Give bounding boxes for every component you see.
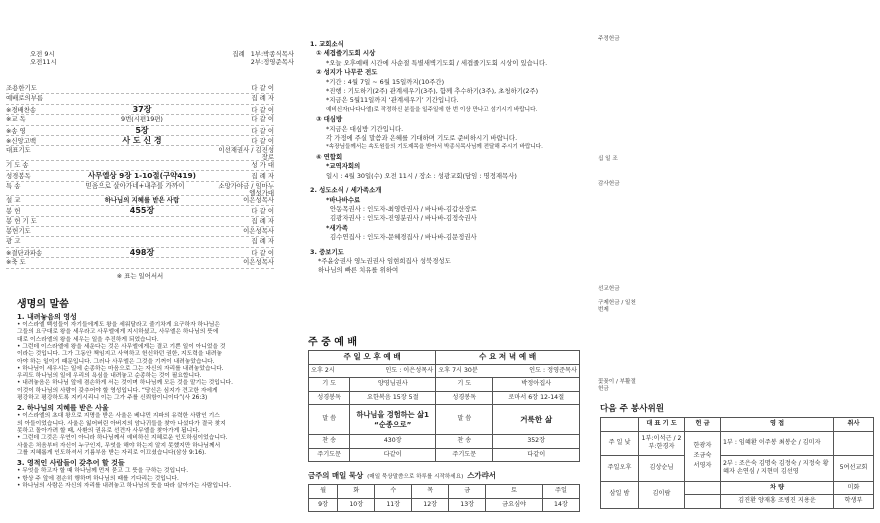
member-news-title: 2. 성도소식 / 세가족소개 xyxy=(310,186,382,195)
order-row: 설 교 하나님의 지혜를 받은 사람 이은성목사 xyxy=(6,196,274,206)
evening-heading: 수 요 저 녁 예 배 xyxy=(436,351,580,365)
announcements-column xyxy=(302,0,592,523)
daily-meditation-table: 월 화 수 목 금 토 주일 9장 10장 11장 12장 13장 금요심야 14장 xyxy=(308,484,580,512)
order-row: 봉 헌 455장 다 같 이 xyxy=(6,206,274,216)
presider-label: 집례 xyxy=(232,50,245,58)
table-row: 삼일 밤 김이람 차 량 미화 xyxy=(601,481,874,495)
weekday-worship-title: 주 중 예 배 xyxy=(308,337,358,348)
order-row: ※송 영 5장 다 같 이 xyxy=(6,125,274,135)
order-row: 대표기도 이선재권사 / 김진성장로 xyxy=(6,146,274,162)
order-row: ※교 독 9번(시편19편) 다 같 이 xyxy=(6,115,274,125)
weekday-worship-table: 주 일 오 후 예 배 수 요 저 녁 예 배 오후 2시 인도 : 이은성목사 오후 7시 30분 인도 : 정영준목사 기 도 양영님권사 기 도 박정아집사 성경봉독 요한복음 15장 5절 성경봉독 로마서 6장 12-14절 말 씀 하나님을 경험하는 삶1 “순종으로” 말 씀 거룩한 삶 찬 송 430장 찬 송 352장 주기도문 다같이 주기도문 다같이 xyxy=(308,350,580,462)
prayer-line: 하나님의 빠른 치유를 위하여 xyxy=(318,266,399,275)
next-week-volunteers-title: 다음 주 봉사위원 xyxy=(600,404,665,414)
offering-labels: 주정헌금 십 일 조 감사헌금 선교헌금 구제헌금 / 일천번제 꽃꽂이 / 부활절헌금 xyxy=(598,36,636,392)
order-row: ※신앙고백 사 도 신 경 다 같 이 xyxy=(6,135,274,145)
time-1: 오전 9시 xyxy=(30,50,55,58)
table-row: 기 도 양영님권사 기 도 박정아집사 xyxy=(309,378,580,392)
order-row: ※결단과파송 498장 다 같 이 xyxy=(6,247,274,257)
bulletin-order-column xyxy=(0,0,297,523)
order-row: ※축 도 이은성목사 xyxy=(6,258,274,268)
offering-name-strip xyxy=(642,34,878,402)
point-3-title: 3. 영적인 사람들이 갖추어 할 것들 xyxy=(17,459,125,468)
news-item: ① 세겹줄기도회 시상 *오늘 오후예배 시간에 사순절 특별새벽기도회 / 세겹줄기도회 시상이 있습니다. xyxy=(316,49,548,67)
service-times xyxy=(30,50,294,66)
table-row: 찬 송 430장 찬 송 352장 xyxy=(309,435,580,449)
afternoon-heading: 주 일 오 후 예 배 xyxy=(309,351,436,365)
order-row: 예배로의부름 집 례 자 xyxy=(6,94,274,104)
news-item: ④ 연합회 *교역자회의 일시 : 4월 30일(수) 오전 11시 / 장소 : 성광교회(담임 : 명정재목사) xyxy=(316,152,517,180)
order-row: 기 도 송 성 가 대 xyxy=(6,161,274,171)
prayer-title: 3. 중보기도 xyxy=(310,247,344,256)
order-row: 봉 헌 기 도 집 례 자 xyxy=(6,217,274,227)
presider-2: 2부:정영준목사 xyxy=(250,58,294,66)
time-2: 오전11시 xyxy=(30,58,57,66)
presider-1: 1부:박종식목사 xyxy=(250,50,294,58)
daily-meditation-heading: 금주의 매일 묵상 (매일 묵상말씀으로 하루를 시작하세요) 스가랴서 xyxy=(308,471,496,480)
point-3-body: • 무엇을 하고자 할 때 하나님께 먼저 묻고 그 뜻을 구하는 것입니다. • 항상 주 앞에 겸손히 행하며 하나님의 때를 기다리는 것입니다. • 하나님의 사람은 자신의 자리를 내려놓고 하나님의 뜻을 따라 살아가는 사람입니다. xyxy=(17,468,232,489)
order-row: 조용한기도 다 같 이 xyxy=(6,84,274,94)
sermon-summary xyxy=(17,298,295,490)
order-row: 광 고 집 례 자 xyxy=(6,237,274,247)
news-item: ② 성지가 나무꾼 전도 *기간 : 4월 7일 ~ 6월 15일까지(10주간) *진행 : 기도하기(2주) 관계세우기(3주), 함께 추수하기(3주), 초청하기(2주) *지금은 5월11일까지 ‘관계세우기’ 기간입니다. 예비신자(나다나엘)로 작정하신 분들을 일주일에 한 번 이상 만나고 섬기시기 바랍니다. xyxy=(316,68,539,113)
order-row: 특 송 믿음으로 살아가네+내주를 가까이 소망가야금 / 임마누엘성가대 xyxy=(6,181,274,197)
point-1-body: • 이스라엘 백성들이 자기들에게도 왕을 세워달라고 줄기차게 요구하자 하나님은 그들의 요구대로 왕을 세우라고 사무엘에게 지시하셨고, 사무엘은 하나님의 뜻에 대로 이스라엘의 왕을 세우는 일을 추진하게 되었습니다. • 그런데 이스라엘에 왕을 세운다는 것은 사무엘에게는 결코 기쁜 일이 아니었을 것 이라는 것입니다. 그가 그동안 책임지고 사역하고 헌신하던 권한, 지도력을 내려놓 아야 하는 일이기 때문입니다. 그러나 사무엘은 그것을 기꺼이 내려놓았습니다. • 하나님이 세우시는 일에 순종하는 마음으로 그는 자신의 자리를 내려놓았습니다. 우리도 하나님의 일에 우리의 욕심을 내려놓고 순종하는 것이 필요합니다. • 내려놓음은 하나님 앞에 겸손하게 서는 것이며 하나님께 모든 것을 맡기는 것입니다. 이것이 하나님의 사람이 갖추어야 할 영성입니다. “당신은 심지가 견고한 자에게 평강하고 평강하도록 지키시리니 이는 그가 주를 신뢰함이니이다”(사 26:3) xyxy=(17,322,233,402)
volunteers-table: 대 표 기 도 헌 금 영 접 취사 주 일 낮 1부:이석근 / 2부:한경자 한광자 조금숙 서영자 1부 : 임혜환 이주봉 최봉순 / 김미자 주일오후 김상순님 2부 : 조은숙 김명숙 김정숙 / 지정숙 황혜자 손연심 / 지현미 김선영 5여선교회 삼일 밤 김이람 차 량 미화 김진환 양재홍 조병진 지용운 학생부 xyxy=(600,417,874,509)
sermon-title: 하나님의 지혜를 받은 사람 xyxy=(104,195,180,204)
church-news xyxy=(310,40,590,276)
church-news-title: 1. 교회소식 xyxy=(310,40,344,48)
point-2-title: 2. 하나님의 지혜를 받은 사울 xyxy=(17,404,109,413)
table-row: 말 씀 하나님을 경험하는 삶1 “순종으로” 말 씀 거룩한 삶 xyxy=(309,405,580,435)
news-item: ③ 대심방 *지금은 대심방 기간입니다. 각 가정에 주실 말씀과 은혜를 기대하며 기도로 준비하시기 바랍니다. *속장님들께서는 속도원들의 기도제목을 받아서 박종식목사님께 전달해 주시기 바랍니다. xyxy=(316,115,543,151)
table-row: 주기도문 다같이 주기도문 다같이 xyxy=(309,448,580,462)
table-row: 김진환 양재홍 조병진 지용운 학생부 xyxy=(601,495,874,509)
table-row: 주일오후 김상순님 2부 : 조은숙 김명숙 김정숙 / 지정숙 황혜자 손연심 / 지현미 김선영 5여선교회 xyxy=(601,455,874,481)
stand-note: ※ 표는 일어서서 xyxy=(116,271,164,280)
offering-column xyxy=(598,0,880,523)
table-row: 성경봉독 요한복음 15장 5절 성경봉독 로마서 6장 12-14절 xyxy=(309,391,580,405)
prayer-line: *주윤숭권사 영노권권사 임현희집사 성북경성도 xyxy=(318,256,451,265)
point-2-body: • 이스라엘의 초대 왕으로 지명을 받은 사울은 베냐민 지파의 유력한 사람인 기스 의 아들이었습니다. 사울은 잃어버린 아버지의 암나귀들을 찾아 나섰다가 결국 찾지 못하고 돌아가려 할 때, 사환의 권유로 선견자 사무엘을 찾아가게 됩니다. • 그런데 그것은 우연이 아니라 하나님께서 예비하신 지혜로운 인도하심이었습니다. 사울은 처음부터 자신이 누구인지, 무엇을 해야 하는지 알지 못했지만 하나님께서 그를 지혜롭게 인도하셔서 기름부음 받는 자리로 이끄셨습니다(삼상 9:16). xyxy=(17,413,228,456)
order-row: 봉헌기도 이은성목사 xyxy=(6,227,274,237)
table-row: 주 일 낮 1부:이석근 / 2부:한경자 한광자 조금숙 서영자 1부 : 임혜환 이주봉 최봉순 / 김미자 xyxy=(601,431,874,455)
order-row: 성경봉독 사무엘상 9장 1-10절(구약419) 집 례 자 xyxy=(6,171,274,181)
point-1-title: 1. 내려놓음의 영성 xyxy=(17,313,77,321)
worship-order-list xyxy=(6,84,274,280)
member-news: *바나바수료 안동목권사 : 인도자-최영란권사 / 바나바-김갑산장로 김광자권사 : 인도자-진영분권사 / 바나바-김정숙권사 *새가족 김수연집사 : 인도자-문혜경집사 / 바나바-김문정권사 xyxy=(326,195,477,242)
order-row: ※경배찬송 37장 다 같 이 xyxy=(6,104,274,114)
sermon-heading: 생명의 말씀 xyxy=(17,299,69,310)
